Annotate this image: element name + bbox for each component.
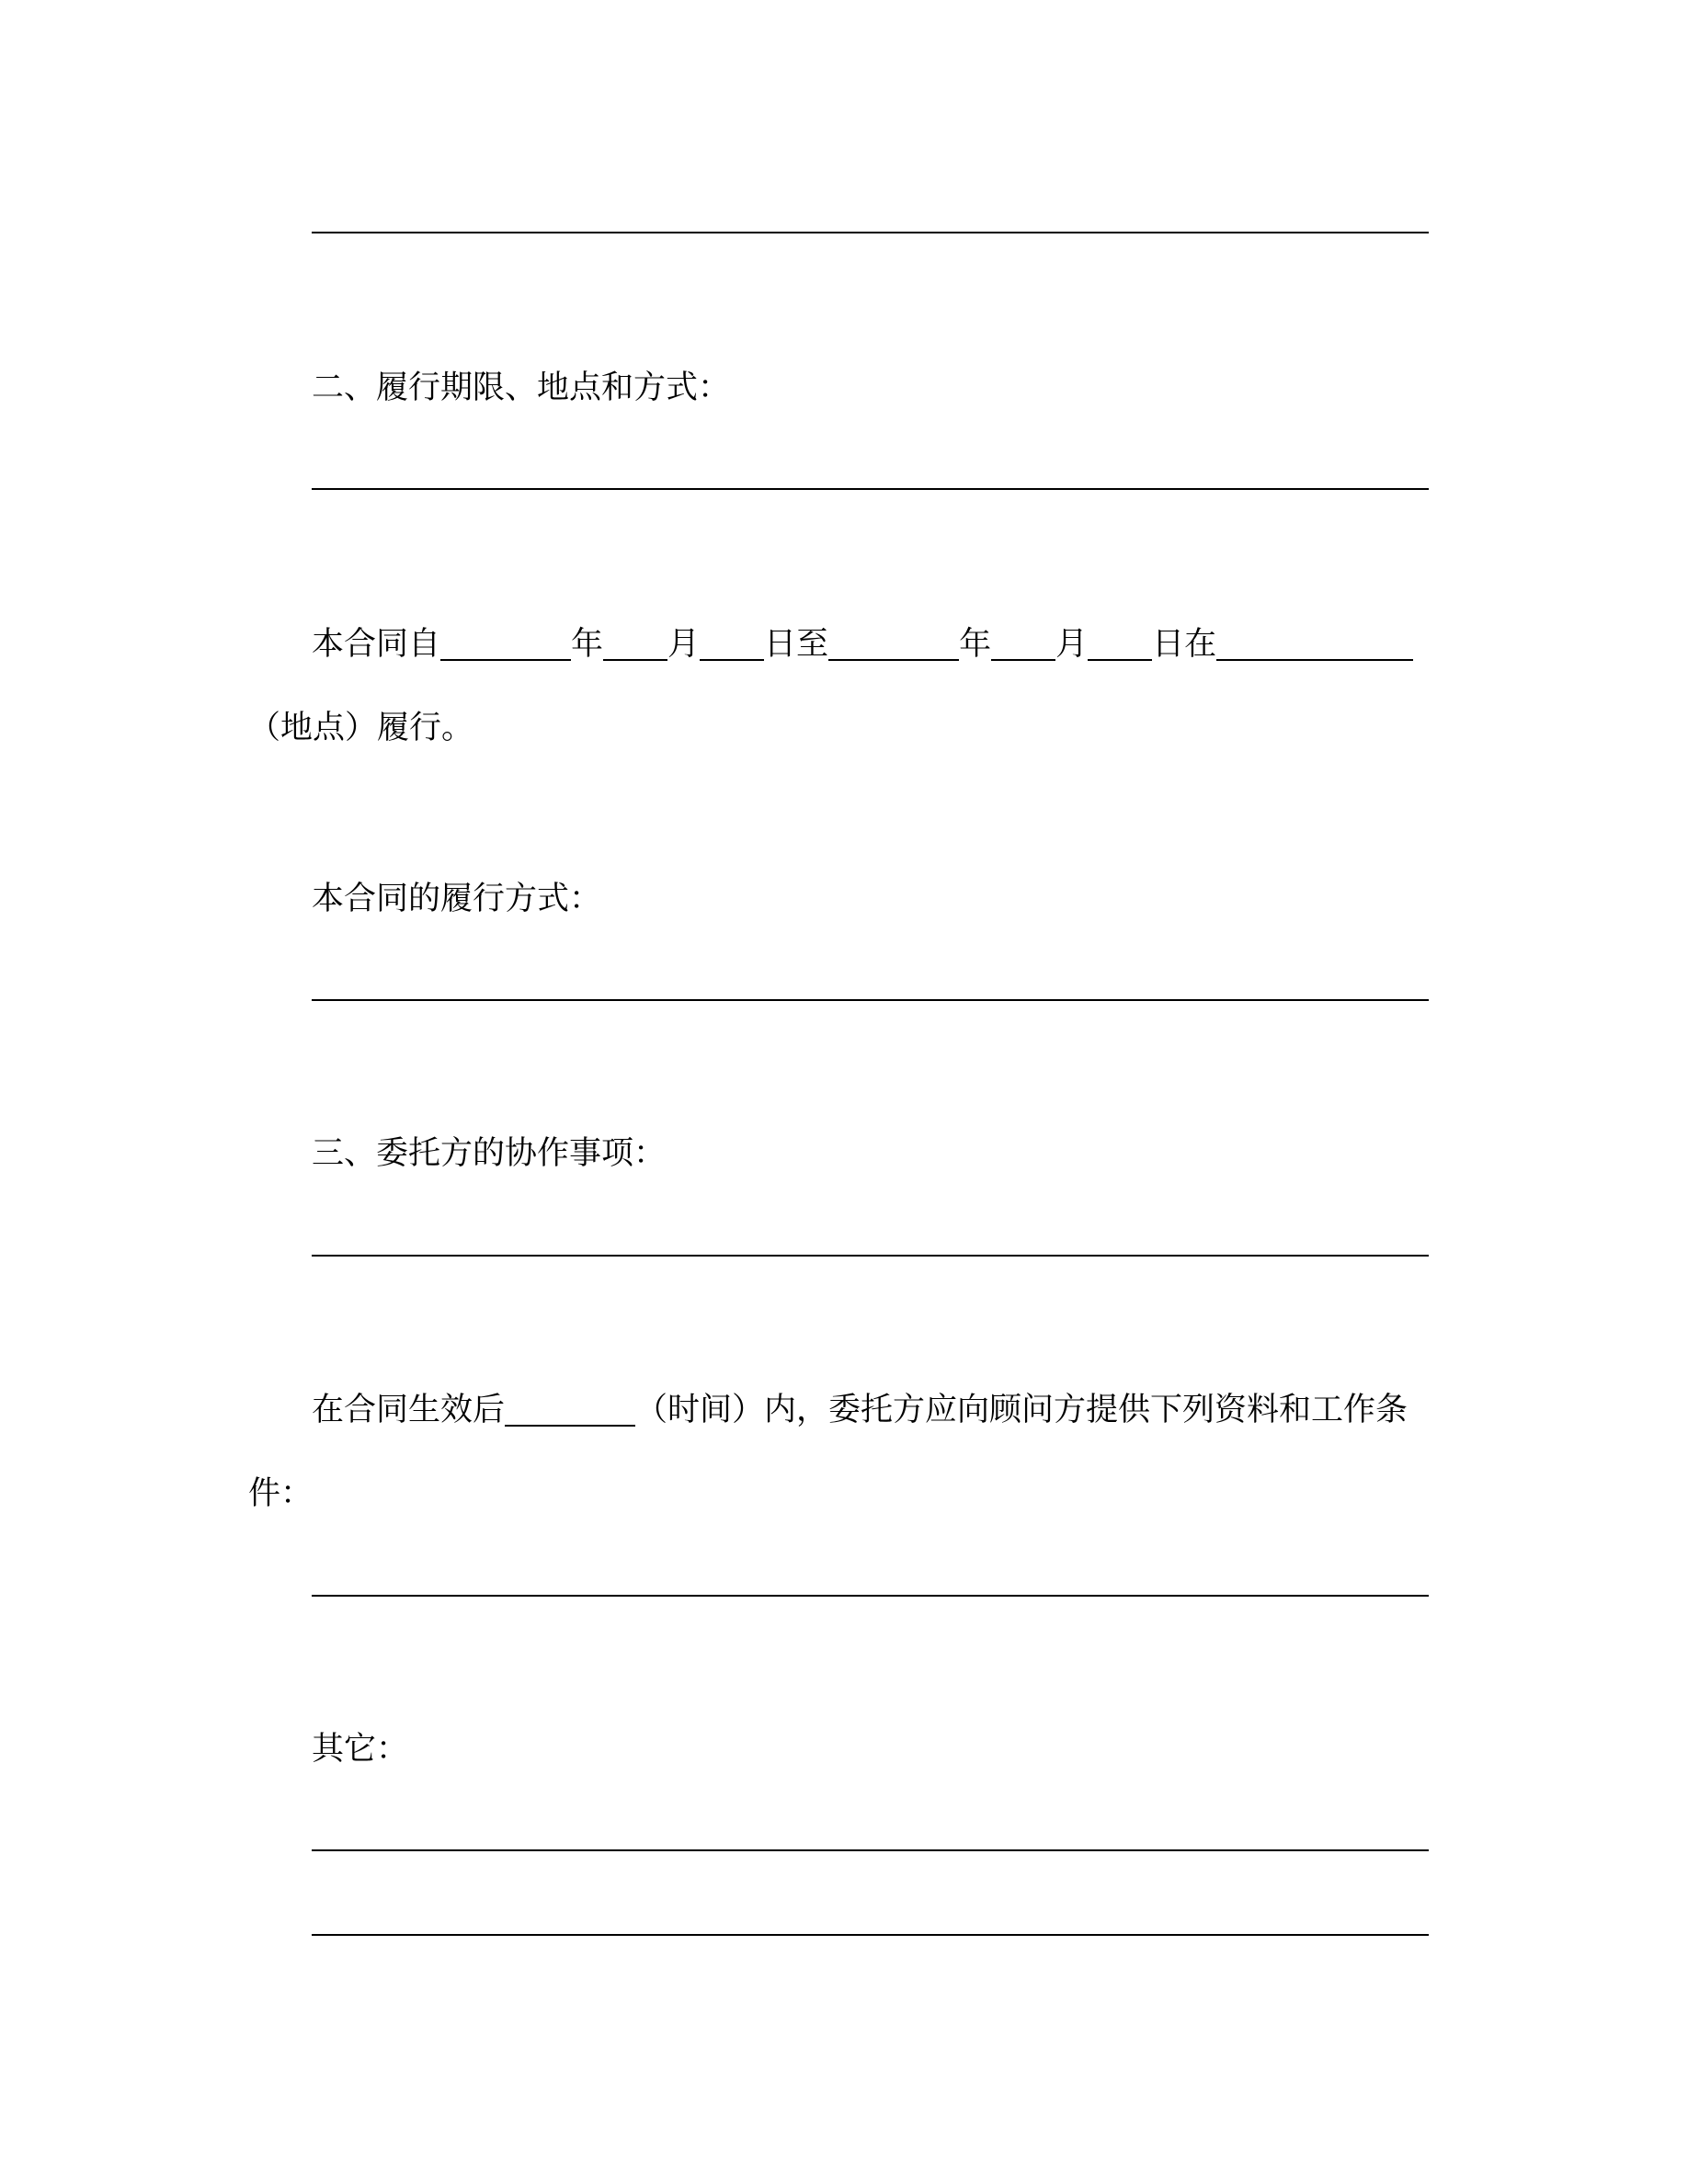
day-to-label: 日至: [764, 626, 829, 663]
day-at-label: 日在: [1152, 626, 1217, 663]
fill-in-line: [312, 1934, 1429, 1936]
start-day-blank: [700, 628, 764, 661]
start-month-blank: [603, 628, 667, 661]
end-month-blank: [991, 628, 1055, 661]
end-day-blank: [1088, 628, 1152, 661]
period-continuation: （地点）履行。: [248, 710, 474, 746]
fill-in-line: [312, 1849, 1429, 1851]
year-label: 年: [959, 626, 992, 663]
fill-in-line: [312, 488, 1429, 490]
fill-in-line: [312, 1595, 1429, 1597]
cooperation-lead: 在合同生效后: [312, 1392, 506, 1428]
cooperation-sentence: [312, 1393, 1408, 1427]
fill-in-line: [312, 232, 1429, 233]
method-label: 本合同的履行方式：: [312, 881, 602, 917]
year-label: 年: [571, 626, 604, 663]
fill-in-line: [312, 999, 1429, 1001]
section-2-heading: 二、履行期限、地点和方式：: [312, 370, 731, 406]
period-sentence: [312, 628, 1413, 661]
other-label: 其它：: [312, 1731, 409, 1768]
fill-in-line: [312, 1255, 1429, 1257]
cooperation-rest: （时间）内，委托方应向顾问方提供下列资料和工作条: [635, 1392, 1409, 1428]
time-blank: [505, 1393, 635, 1427]
location-blank: [1216, 628, 1413, 661]
month-label: 月: [667, 626, 701, 663]
end-year-blank: [828, 628, 959, 661]
start-year-blank: [440, 628, 571, 661]
period-lead: 本合同自: [312, 626, 441, 663]
month-label: 月: [1055, 626, 1089, 663]
section-3-heading: 三、委托方的协作事项：: [312, 1135, 667, 1172]
cooperation-continuation: 件：: [248, 1475, 314, 1512]
